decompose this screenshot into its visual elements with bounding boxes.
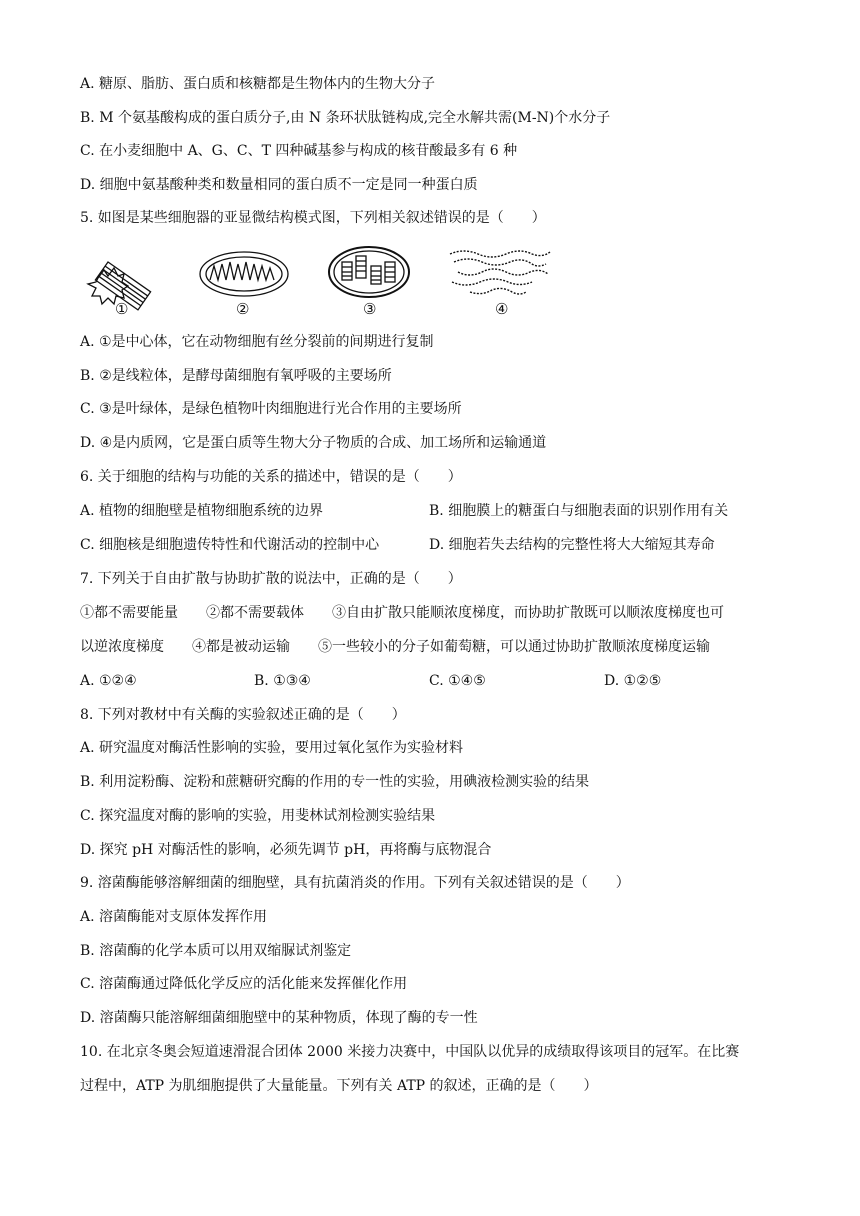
- q9-option-d: D. 溶菌酶只能溶解细菌细胞壁中的某种物质，体现了酶的专一性: [80, 1010, 478, 1026]
- q9-option-b: B. 溶菌酶的化学本质可以用双缩脲试剂鉴定: [80, 943, 352, 959]
- q6-option-c: C. 细胞核是细胞遗传特性和代谢活动的控制中心: [80, 537, 380, 553]
- q4-option-d: D. 细胞中氨基酸种类和数量相同的蛋白质不一定是同一种蛋白质: [80, 177, 478, 193]
- q8-option-c: C. 探究温度对酶的影响的实验，用斐林试剂检测实验结果: [80, 808, 436, 824]
- q7-statements-line-1: ①都不需要能量 ②都不需要载体 ③自由扩散只能顺浓度梯度，而协助扩散既可以顺浓度梯度也可: [80, 605, 724, 621]
- q8-option-b: B. 利用淀粉酶、淀粉和蔗糖研究酶的作用的专一性的实验，用碘液检测实验的结果: [80, 774, 590, 790]
- q7-option-a: A. ①②④: [80, 673, 137, 689]
- q7-option-c: C. ①④⑤: [429, 673, 486, 689]
- mitochondrion-drawing: [200, 252, 288, 296]
- q5-option-a: A. ①是中心体，它在动物细胞有丝分裂前的间期进行复制: [80, 334, 434, 350]
- figure-label-4: ④: [495, 300, 509, 318]
- q9-option-c: C. 溶菌酶通过降低化学反应的活化能来发挥催化作用: [80, 976, 408, 992]
- q10-stem-line-1: 10. 在北京冬奥会短道速滑混合团体 2000 米接力决赛中，中国队以优异的成绩取得该项目的冠军。在比赛: [80, 1044, 740, 1060]
- q8-stem: 8. 下列对教材中有关酶的实验叙述正确的是（ ）: [80, 707, 406, 723]
- q8-option-a: A. 研究温度对酶活性影响的实验，要用过氧化氢作为实验材料: [80, 740, 464, 756]
- figure-label-3: ③: [363, 300, 377, 318]
- q4-option-c: C. 在小麦细胞中 A、G、C、T 四种碱基参与构成的核苷酸最多有 6 种: [80, 143, 518, 159]
- q5-option-d: D. ④是内质网，它是蛋白质等生物大分子物质的合成、加工场所和运输通道: [80, 435, 547, 451]
- q7-stem: 7. 下列关于自由扩散与协助扩散的说法中，正确的是（ ）: [80, 571, 462, 587]
- q9-stem: 9. 溶菌酶能够溶解细菌的细胞壁，具有抗菌消炎的作用。下列有关叙述错误的是（ ）: [80, 875, 630, 891]
- q5-option-b: B. ②是线粒体，是酵母菌细胞有氧呼吸的主要场所: [80, 368, 392, 384]
- q4-option-b: B. M 个氨基酸构成的蛋白质分子,由 N 条环状肽链构成,完全水解共需(M-N)个水分子: [80, 110, 611, 126]
- q10-stem-line-2: 过程中，ATP 为肌细胞提供了大量能量。下列有关 ATP 的叙述，正确的是（ ）: [80, 1078, 598, 1094]
- q6-option-a: A. 植物的细胞壁是植物细胞系统的边界: [80, 503, 324, 519]
- chloroplast-drawing: [329, 247, 409, 297]
- q6-option-b: B. 细胞膜上的糖蛋白与细胞表面的识别作用有关: [429, 503, 729, 519]
- q9-option-a: A. 溶菌酶能对支原体发挥作用: [80, 909, 268, 925]
- q7-statements-line-2: 以逆浓度梯度 ④都是被动运输 ⑤一些较小的分子如葡萄糖，可以通过协助扩散顺浓度梯度运输: [80, 639, 710, 655]
- q6-option-d: D. 细胞若失去结构的完整性将大大缩短其寿命: [429, 537, 715, 553]
- q5-stem: 5. 如图是某些细胞器的亚显微结构模式图，下列相关叙述错误的是（ ）: [80, 210, 546, 226]
- q7-option-d: D. ①②⑤: [604, 673, 662, 689]
- q7-option-b: B. ①③④: [254, 673, 311, 689]
- endoplasmic-reticulum-drawing: [450, 251, 550, 294]
- q8-option-d: D. 探究 pH 对酶活性的影响，必须先调节 pH，再将酶与底物混合: [80, 842, 492, 858]
- figure-label-1: ①: [115, 300, 129, 318]
- figure-label-2: ②: [236, 300, 250, 318]
- q4-option-a: A. 糖原、脂肪、蛋白质和核糖都是生物体内的生物大分子: [80, 76, 436, 92]
- q6-stem: 6. 关于细胞的结构与功能的关系的描述中，错误的是（ ）: [80, 469, 462, 485]
- q5-option-c: C. ③是叶绿体，是绿色植物叶肉细胞进行光合作用的主要场所: [80, 401, 462, 417]
